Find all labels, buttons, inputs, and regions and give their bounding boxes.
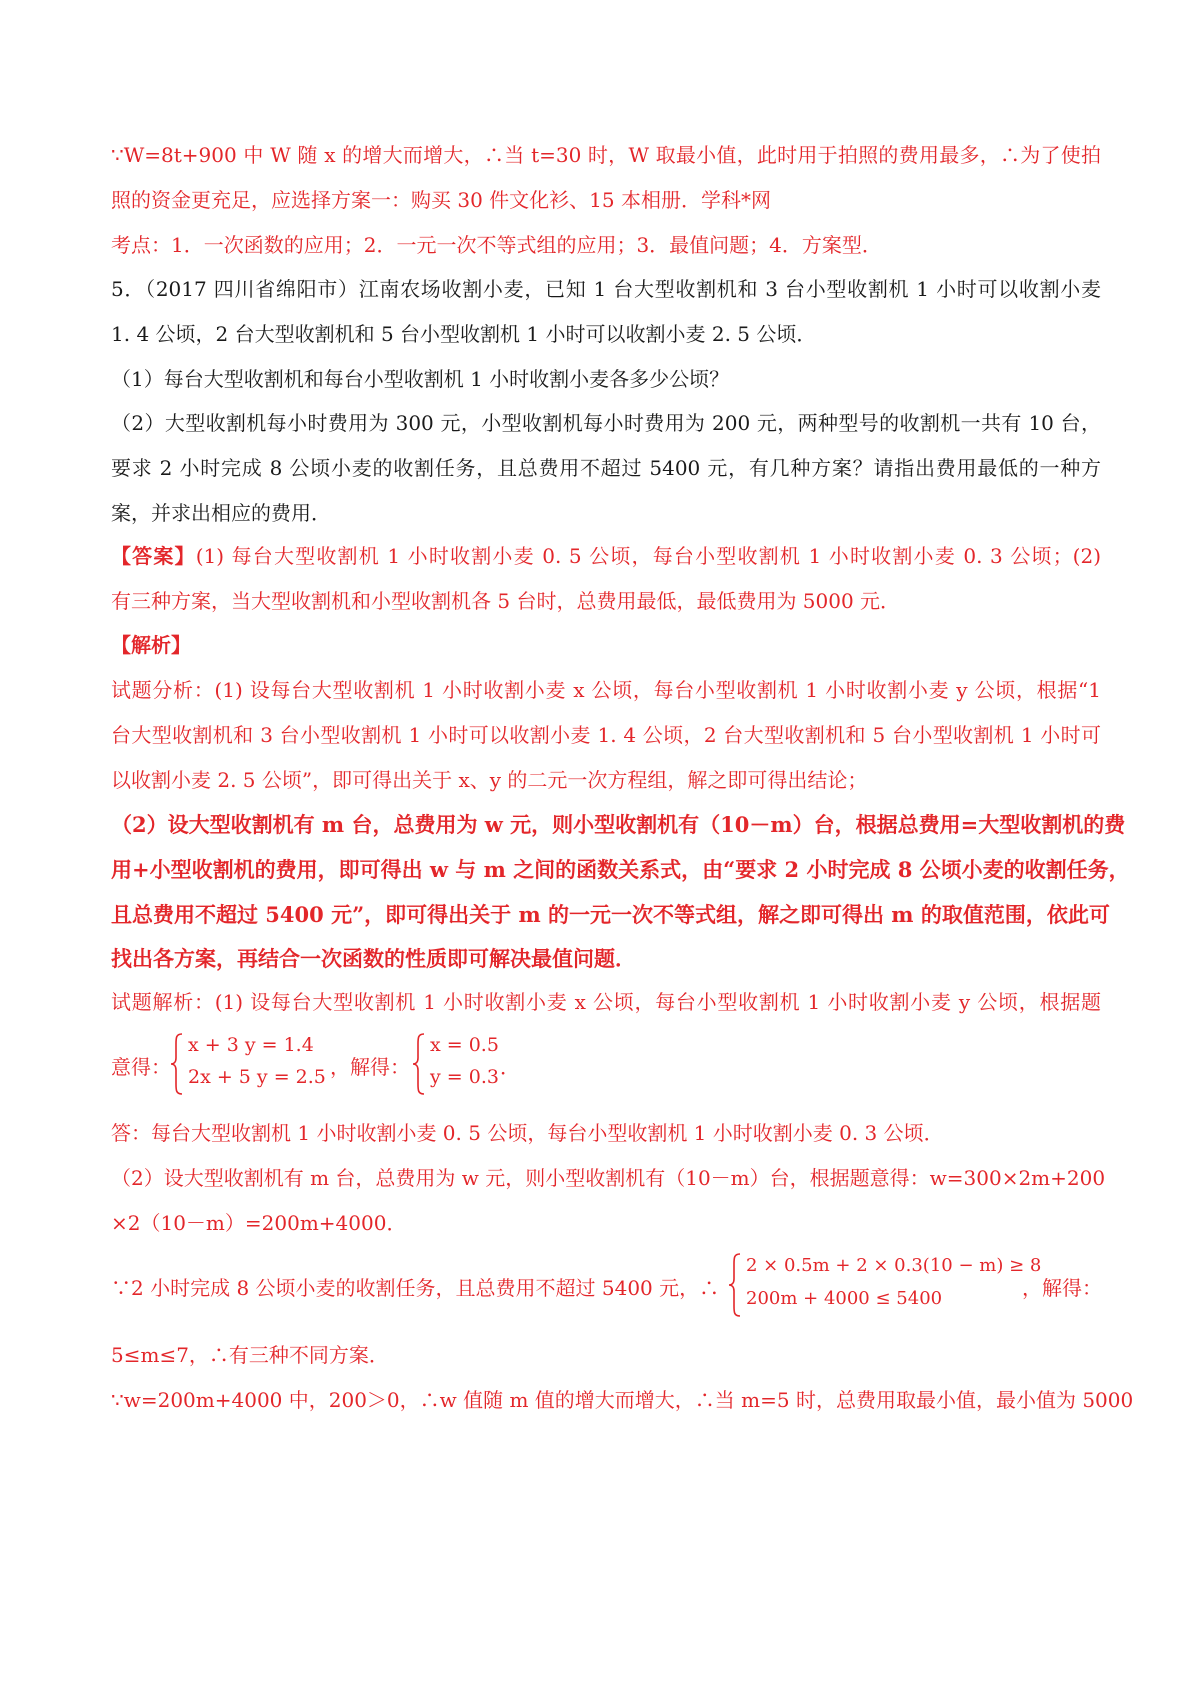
analysis-tag: 【解析】 [111,633,191,657]
question-text: 5．（2017 四川省绵阳市）江南农场收割小麦，已知 1 台大型收割机和 3 台小型收割机 1 小时可以收割小麦 [111,277,1101,301]
equation-line: x + 3 y = 1.4 [188,1034,314,1056]
solution-text: ，解得： [1022,1276,1102,1300]
solution-text: ∵w=200m+4000 中，200＞0，∴w 值随 m 值的增大而增大，∴当 m=5 时，总费用取最小值，最小值为 5000 [111,1388,1134,1412]
analysis-text-bold: 用+小型收割机的费用，即可得出 w 与 m 之间的函数关系式，由“要求 2 小时完成 8 公顷小麦的收割任务， [111,857,1130,882]
left-brace-icon [170,1032,184,1096]
solution-text: 5≤m≤7，∴有三种不同方案． [111,1343,389,1367]
solution-text: ∵2 小时完成 8 公顷小麦的收割任务，且总费用不超过 5400 元，∴ [111,1276,720,1300]
analysis-text-bold: （2）设大型收割机有 m 台，总费用为 w 元，则小型收割机有（10－m）台，根据总费用=大型收割机的费 [111,812,1126,837]
inequality-system [728,1252,1042,1318]
question-text: （2）大型收割机每小时费用为 300 元，小型收割机每小时费用为 200 元，两种型号的收割机一共有 10 台， [111,411,1101,435]
answer-line [111,543,1101,569]
equation-line: x = 0.5 [430,1034,499,1056]
analysis-text: 试题分析：(1) 设每台大型收割机 1 小时收割小麦 x 公顷，每台小型收割机 1 小时收割小麦 y 公顷，根据“1 [111,678,1101,702]
question-text: 1. 4 公顷，2 台大型收割机和 5 台小型收割机 1 小时可以收割小麦 2. 5 公顷． [111,322,817,346]
analysis-text-bold: 且总费用不超过 5400 元”，即可得出关于 m 的一元一次不等式组，解之即可得出 m 的取值范围，依此可 [111,902,1110,927]
answer-text: 有三种方案，当大型收割机和小型收割机各 5 台时，总费用最低，最低费用为 5000 元． [111,589,901,613]
question-text: （1）每台大型收割机和每台小型收割机 1 小时收割小麦各多少公顷？ [111,367,730,391]
analysis-text: 台大型收割机和 3 台小型收割机 1 小时可以收割小麦 1. 4 公顷，2 台大型收割机和 5 台小型收割机 1 小时可 [111,723,1101,747]
solution-text: ． [500,1055,520,1079]
solution-text: 答：每台大型收割机 1 小时收割小麦 0. 5 公顷，每台小型收割机 1 小时收割小麦 0. 3 公顷． [111,1121,944,1145]
text-line: 照的资金更充足，应选择方案一：购买 30 件文化衫、15 本相册．学科*网 [111,188,771,212]
equation-line: 2x + 5 y = 2.5 [188,1066,326,1088]
text-line: 考点：1．一次函数的应用；2．一元一次不等式组的应用；3．最值问题；4．方案型． [111,233,882,257]
solution-text: ，解得： [330,1055,410,1079]
answer-tag: 【答案】 [111,544,196,568]
equation-line: y = 0.3 [430,1066,499,1088]
equation-line: 200m + 4000 ≤ 5400 [746,1288,943,1309]
solution-text: 意得： [111,1055,171,1079]
equation-system-1 [170,1032,330,1096]
text-line: ∵W=8t+900 中 W 随 x 的增大而增大，∴当 t=30 时，W 取最小值，此时用于拍照的费用最多，∴为了使拍 [111,143,1101,167]
question-text: 案，并求出相应的费用． [111,501,331,525]
equation-line: 2 × 0.5m + 2 × 0.3(10 − m) ≥ 8 [746,1255,1042,1276]
left-brace-icon [412,1032,426,1096]
analysis-text-bold: 找出各方案，再结合一次函数的性质即可解决最值问题． [111,946,636,971]
analysis-text: 以收割小麦 2. 5 公顷”，即可得出关于 x、y 的二元一次方程组，解之即可得出结论； [111,768,868,792]
solution-text: ×2（10－m）=200m+4000． [111,1211,407,1235]
solution-text: （2）设大型收割机有 m 台，总费用为 w 元，则小型收割机有（10－m）台，根据题意得：w=300×2m+200 [111,1166,1106,1190]
answer-text: (1) 每台大型收割机 1 小时收割小麦 0. 5 公顷，每台小型收割机 1 小时收割小麦 0. 3 公顷；(2) [195,544,1102,568]
question-text: 要求 2 小时完成 8 公顷小麦的收割任务，且总费用不超过 5400 元，有几种方案？请指出费用最低的一种方 [111,456,1101,480]
solution-system-1 [412,1032,512,1096]
solution-text: 试题解析：(1) 设每台大型收割机 1 小时收割小麦 x 公顷，每台小型收割机 1 小时收割小麦 y 公顷，根据题 [111,990,1101,1014]
left-brace-icon [728,1252,742,1318]
